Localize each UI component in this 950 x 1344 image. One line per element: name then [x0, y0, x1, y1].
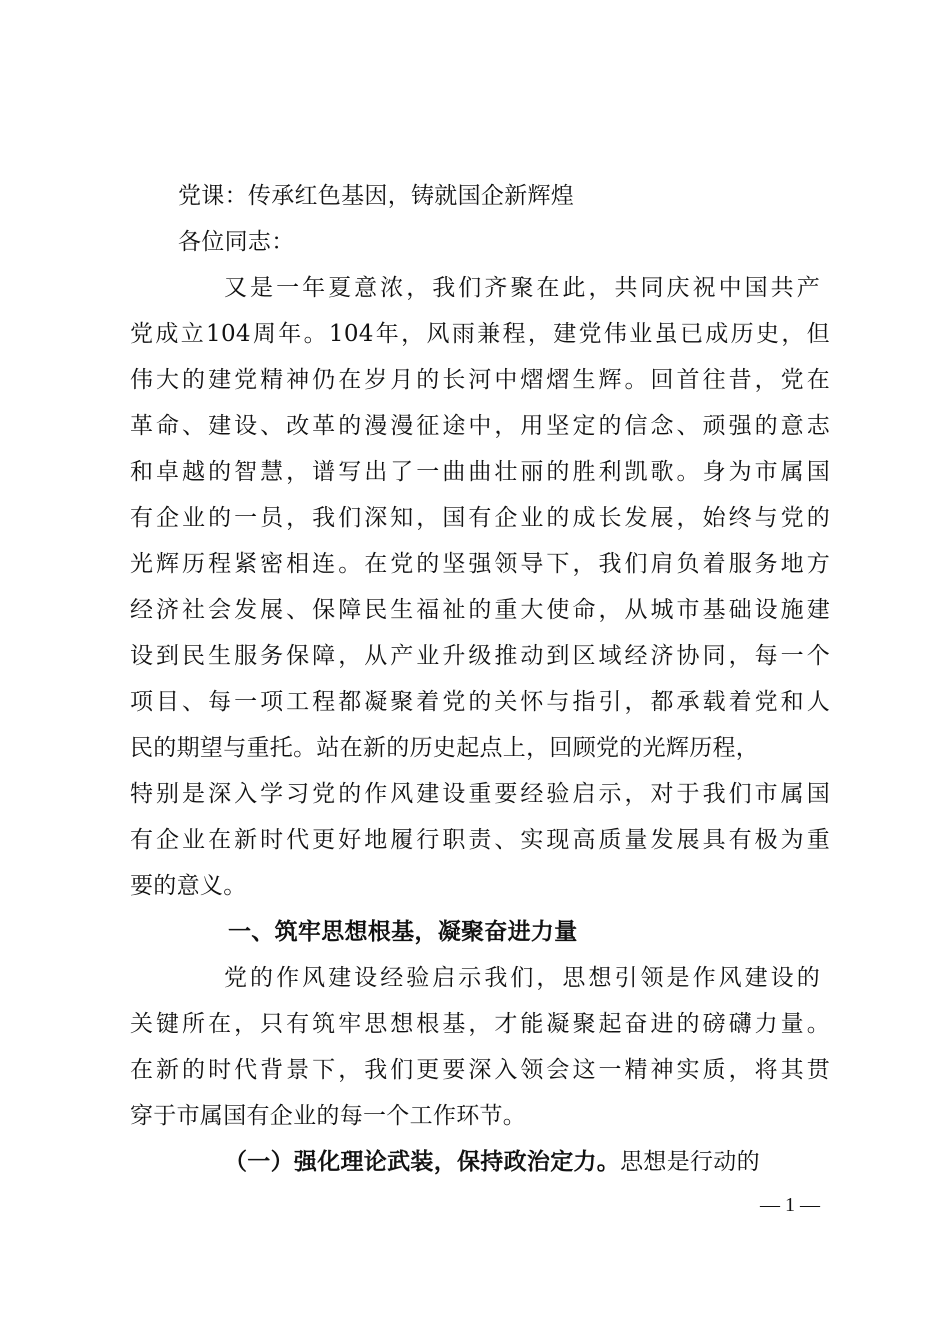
- intro-line: 设到民生服务保障，从产业升级推动到区域经济协同，每一个: [130, 643, 830, 669]
- document-title: 党课：传承红色基因，铸就国企新辉煌: [178, 183, 575, 209]
- section-line: 在新的时代背景下，我们更要深入领会这一精神实质，将其贯: [130, 1057, 830, 1083]
- salutation: 各位同志：: [178, 229, 295, 255]
- intro-line: 经济社会发展、保障民生福祉的重大使命，从城市基础设施建: [130, 597, 830, 623]
- section-line: 党的作风建设经验启示我们，思想引领是作风建设的: [224, 965, 820, 991]
- subsection-heading: （一）强化理论武装，保持政治定力。: [224, 1148, 621, 1175]
- section-line: 关键所在，只有筑牢思想根基，才能凝聚起奋进的磅礴力量。: [130, 1011, 830, 1037]
- subsection-line: [224, 1147, 820, 1177]
- section-line: 穿于市属国有企业的每一个工作环节。: [130, 1103, 527, 1129]
- intro-line: 有企业在新时代更好地履行职责、实现高质量发展具有极为重: [130, 827, 830, 853]
- intro-line: 民的期望与重托。站在新的历史起点上，回顾党的光辉历程，: [130, 735, 760, 761]
- intro-line: 项目、每一项工程都凝聚着党的关怀与指引，都承载着党和人: [130, 689, 830, 715]
- intro-line: 和卓越的智慧，谱写出了一曲曲壮丽的胜利凯歌。身为市属国: [130, 459, 830, 485]
- intro-line: 党成立104周年。104年，风雨兼程，建党伟业虽已成历史，但: [130, 321, 830, 347]
- intro-line: 又是一年夏意浓，我们齐聚在此，共同庆祝中国共产: [224, 275, 820, 301]
- intro-line: 有企业的一员，我们深知，国有企业的成长发展，始终与党的: [130, 505, 830, 531]
- page-number: — 1 —: [760, 1194, 820, 1216]
- intro-line: 特别是深入学习党的作风建设重要经验启示，对于我们市属国: [130, 781, 830, 807]
- intro-line: 光辉历程紧密相连。在党的坚强领导下，我们肩负着服务地方: [130, 551, 830, 577]
- intro-line: 要的意义。: [130, 873, 247, 899]
- intro-line: 革命、建设、改革的漫漫征途中，用坚定的信念、顽强的意志: [130, 413, 830, 439]
- section-heading: 一、筑牢思想根基，凝聚奋进力量: [228, 918, 578, 945]
- intro-line: 伟大的建党精神仍在岁月的长河中熠熠生辉。回首往昔，党在: [130, 367, 830, 393]
- subsection-text: 思想是行动的: [620, 1149, 760, 1175]
